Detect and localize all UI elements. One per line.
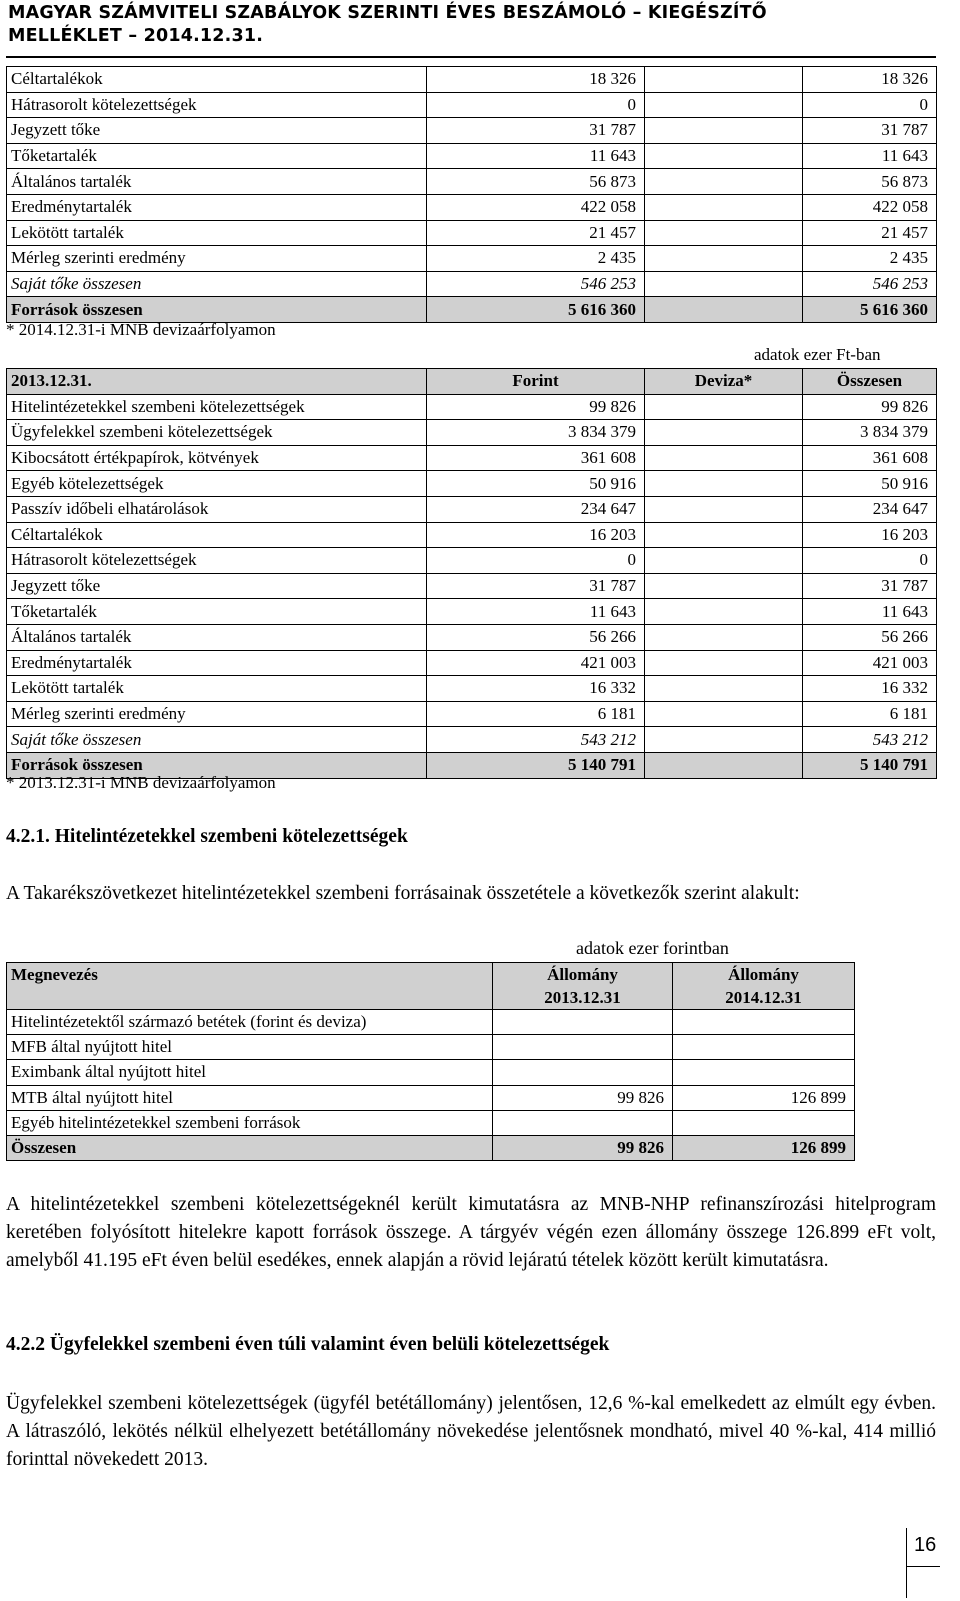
- row-label: Lekötött tartalék: [7, 220, 427, 246]
- row-label: Céltartalékok: [7, 522, 427, 548]
- footnote-2014: * 2014.12.31-i MNB devizaárfolyamon: [6, 320, 276, 339]
- cell-deviza: [645, 522, 803, 548]
- cell-deviza: [645, 118, 803, 144]
- cell-forint: 16 332: [427, 676, 645, 702]
- table-row: [7, 118, 937, 144]
- table-row: [7, 650, 937, 676]
- liabilities-table-2013: [6, 368, 937, 779]
- row-label: Mérleg szerinti eredmény: [7, 701, 427, 727]
- header-forint: Forint: [427, 369, 645, 395]
- table-row: [7, 220, 937, 246]
- row-label: Egyéb hitelintézetekkel szembeni források: [7, 1110, 493, 1135]
- table-header-row: [7, 963, 855, 1010]
- liabilities-table-2014: [6, 66, 937, 323]
- cell-osszesen: 50 916: [803, 471, 937, 497]
- table-total-row: [7, 1135, 855, 1160]
- row-label: Jegyzett tőke: [7, 118, 427, 144]
- cell-v2013: [493, 1110, 673, 1135]
- cell-deviza: [645, 169, 803, 195]
- cell-osszesen: 3 834 379: [803, 420, 937, 446]
- row-label: Hátrasorolt kötelezettségek: [7, 92, 427, 118]
- cell-deviza: [645, 143, 803, 169]
- cell-forint: 0: [427, 92, 645, 118]
- cell-forint: 31 787: [427, 118, 645, 144]
- cell-osszesen: 6 181: [803, 701, 937, 727]
- cell-v2013: [493, 1010, 673, 1035]
- cell-v2013: [493, 1060, 673, 1085]
- cell-forint: 2 435: [427, 246, 645, 272]
- table-row: [7, 420, 937, 446]
- footer-rule-bottom: [906, 1566, 940, 1567]
- cell-deviza: [645, 599, 803, 625]
- interbank-liabilities-table: [6, 962, 855, 1161]
- cell-osszesen: 21 457: [803, 220, 937, 246]
- cell-forint: 56 266: [427, 624, 645, 650]
- table-row: [7, 599, 937, 625]
- section-4-2-1-paragraph: A hitelintézetekkel szembeni kötelezettségeknél került kimutatásra az MNB-NHP refinanszírozási hitelprogram keretében folyósított hitelekre kapott források összege. A tárgyév végén ezen állomány összege 126.899 eFt volt, amelyből 41.195 eFt éven belül esedékes, ennek alapján a rövid lejáratú tételek között került kimutatásra.: [6, 1194, 936, 1271]
- cell-deviza: [645, 727, 803, 753]
- header-allomany-2013-label: Állomány: [547, 965, 618, 984]
- table-row: [7, 548, 937, 574]
- cell-deviza: [645, 650, 803, 676]
- row-label: Általános tartalék: [7, 624, 427, 650]
- cell-deviza: [645, 420, 803, 446]
- header-line-2: MELLÉKLET – 2014.12.31.: [8, 26, 264, 46]
- cell-forint: 361 608: [427, 445, 645, 471]
- cell-deviza: [645, 676, 803, 702]
- cell-osszesen: 18 326: [803, 67, 937, 93]
- cell-v2014: [673, 1010, 855, 1035]
- table-row: [7, 271, 937, 297]
- row-label: Mérleg szerinti eredmény: [7, 246, 427, 272]
- cell-osszesen: 2 435: [803, 246, 937, 272]
- cell-forint: 31 787: [427, 573, 645, 599]
- table-row: [7, 1060, 855, 1085]
- cell-v2014: [673, 1035, 855, 1060]
- table-row: [7, 496, 937, 522]
- table-row: [7, 522, 937, 548]
- cell-deviza: [645, 194, 803, 220]
- page-header: [8, 2, 938, 48]
- cell-deviza: [645, 394, 803, 420]
- cell-osszesen: 99 826: [803, 394, 937, 420]
- header-line-1: MAGYAR SZÁMVITELI SZABÁLYOK SZERINTI ÉVES BESZÁMOLÓ – KIEGÉSZÍTŐ: [8, 3, 767, 23]
- header-rule: [6, 56, 936, 58]
- footnote-2013: * 2013.12.31-i MNB devizaárfolyamon: [6, 773, 276, 792]
- row-label: MTB által nyújtott hitel: [7, 1085, 493, 1110]
- cell-osszesen: 422 058: [803, 194, 937, 220]
- row-label: Egyéb kötelezettségek: [7, 471, 427, 497]
- header-osszesen: Összesen: [803, 369, 937, 395]
- total-2013: 99 826: [493, 1135, 673, 1160]
- header-allomany-2014-label: Állomány: [728, 965, 799, 984]
- row-label: Források összesen: [7, 752, 427, 778]
- cell-forint: 3 834 379: [427, 420, 645, 446]
- table-row: [7, 471, 937, 497]
- cell-forint: 422 058: [427, 194, 645, 220]
- row-label: Passzív időbeli elhatárolások: [7, 496, 427, 522]
- cell-osszesen: 5 616 360: [803, 297, 937, 323]
- cell-forint: 50 916: [427, 471, 645, 497]
- row-label: Hitelintézetekkel szembeni kötelezettségek: [7, 394, 427, 420]
- table-row: [7, 676, 937, 702]
- cell-forint: 21 457: [427, 220, 645, 246]
- table-row: [7, 727, 937, 753]
- cell-osszesen: 11 643: [803, 599, 937, 625]
- table-row: [7, 394, 937, 420]
- section-4-2-1-title: 4.2.1. Hitelintézetekkel szembeni kötelezettségek: [6, 826, 408, 847]
- footer-rule: [906, 1528, 907, 1598]
- cell-deviza: [645, 471, 803, 497]
- table-row: [7, 246, 937, 272]
- row-label: Hátrasorolt kötelezettségek: [7, 548, 427, 574]
- cell-deviza: [645, 701, 803, 727]
- cell-v2013: [493, 1035, 673, 1060]
- cell-deviza: [645, 548, 803, 574]
- table-row: [7, 67, 937, 93]
- cell-osszesen: 31 787: [803, 573, 937, 599]
- cell-forint: 0: [427, 548, 645, 574]
- cell-forint: 546 253: [427, 271, 645, 297]
- table-row: [7, 573, 937, 599]
- cell-osszesen: 543 212: [803, 727, 937, 753]
- cell-deviza: [645, 67, 803, 93]
- row-label: Hitelintézetektől származó betétek (forint és deviza): [7, 1010, 493, 1035]
- header-megnevezes: Megnevezés: [7, 963, 493, 1010]
- table-row: [7, 445, 937, 471]
- cell-osszesen: 0: [803, 548, 937, 574]
- cell-forint: 543 212: [427, 727, 645, 753]
- cell-v2014: 126 899: [673, 1085, 855, 1110]
- total-2014: 126 899: [673, 1135, 855, 1160]
- row-label: Saját tőke összesen: [7, 271, 427, 297]
- row-label: Saját tőke összesen: [7, 727, 427, 753]
- cell-forint: 99 826: [427, 394, 645, 420]
- row-label: MFB által nyújtott hitel: [7, 1035, 493, 1060]
- cell-forint: 234 647: [427, 496, 645, 522]
- cell-forint: 5 616 360: [427, 297, 645, 323]
- page-number: 16: [914, 1534, 937, 1556]
- cell-osszesen: 16 332: [803, 676, 937, 702]
- cell-v2014: [673, 1110, 855, 1135]
- row-label: Céltartalékok: [7, 67, 427, 93]
- table-row: [7, 143, 937, 169]
- table-row: [7, 194, 937, 220]
- cell-forint: 18 326: [427, 67, 645, 93]
- cell-osszesen: 421 003: [803, 650, 937, 676]
- cell-osszesen: 56 266: [803, 624, 937, 650]
- cell-deviza: [645, 297, 803, 323]
- total-label: Összesen: [7, 1135, 493, 1160]
- unit-label-2013: adatok ezer Ft-ban: [754, 345, 881, 364]
- cell-deviza: [645, 271, 803, 297]
- row-label: Eximbank által nyújtott hitel: [7, 1060, 493, 1085]
- cell-deviza: [645, 624, 803, 650]
- row-label: Jegyzett tőke: [7, 573, 427, 599]
- cell-v2014: [673, 1060, 855, 1085]
- row-label: Eredménytartalék: [7, 194, 427, 220]
- header-allomany-2013: [493, 963, 673, 1010]
- cell-v2013: 99 826: [493, 1085, 673, 1110]
- row-label: Ügyfelekkel szembeni kötelezettségek: [7, 420, 427, 446]
- table-header-row: [7, 369, 937, 395]
- cell-forint: 421 003: [427, 650, 645, 676]
- cell-osszesen: 11 643: [803, 143, 937, 169]
- row-label: Források összesen: [7, 297, 427, 323]
- cell-osszesen: 16 203: [803, 522, 937, 548]
- cell-forint: 5 140 791: [427, 752, 645, 778]
- row-label: Kibocsátott értékpapírok, kötvények: [7, 445, 427, 471]
- cell-osszesen: 361 608: [803, 445, 937, 471]
- table-row: [7, 169, 937, 195]
- header-allomany-2014: [673, 963, 855, 1010]
- cell-deviza: [645, 445, 803, 471]
- table-row: [7, 1010, 855, 1035]
- cell-deviza: [645, 220, 803, 246]
- header-date: 2013.12.31.: [7, 369, 427, 395]
- cell-osszesen: 0: [803, 92, 937, 118]
- cell-forint: 11 643: [427, 143, 645, 169]
- header-allomany-2014-date: 2014.12.31: [725, 988, 802, 1007]
- section-4-2-2-paragraph: Ügyfelekkel szembeni kötelezettségek (ügyfél betétállomány) jelentősen, 12,6 %-kal emelkedett az elmúlt egy évben. A látraszóló, lekötés nélkül elhelyezett betétállomány növekedése jelentősnek mondható, mivel 40 %-kal, 414 millió forinttal növekedett 2013.: [6, 1393, 936, 1470]
- cell-deviza: [645, 573, 803, 599]
- cell-forint: 56 873: [427, 169, 645, 195]
- table-row: [7, 1085, 855, 1110]
- cell-deviza: [645, 496, 803, 522]
- section-4-2-2-title: 4.2.2 Ügyfelekkel szembeni éven túli valamint éven belüli kötelezettségek: [6, 1334, 610, 1355]
- cell-deviza: [645, 92, 803, 118]
- cell-osszesen: 5 140 791: [803, 752, 937, 778]
- cell-deviza: [645, 752, 803, 778]
- cell-osszesen: 56 873: [803, 169, 937, 195]
- unit-label-loans: adatok ezer forintban: [576, 938, 729, 958]
- row-label: Általános tartalék: [7, 169, 427, 195]
- cell-osszesen: 234 647: [803, 496, 937, 522]
- row-label: Lekötött tartalék: [7, 676, 427, 702]
- cell-osszesen: 546 253: [803, 271, 937, 297]
- table-row: [7, 297, 937, 323]
- cell-forint: 6 181: [427, 701, 645, 727]
- row-label: Tőketartalék: [7, 599, 427, 625]
- table-row: [7, 1035, 855, 1060]
- row-label: Eredménytartalék: [7, 650, 427, 676]
- section-4-2-1-intro: A Takarékszövetkezet hitelintézetekkel szembeni forrásainak összetétele a következők szerint alakult:: [6, 883, 800, 904]
- table-row: [7, 92, 937, 118]
- table-row: [7, 701, 937, 727]
- cell-forint: 16 203: [427, 522, 645, 548]
- header-allomany-2013-date: 2013.12.31: [544, 988, 621, 1007]
- table-row: [7, 624, 937, 650]
- cell-forint: 11 643: [427, 599, 645, 625]
- row-label: Tőketartalék: [7, 143, 427, 169]
- cell-deviza: [645, 246, 803, 272]
- header-deviza: Deviza*: [645, 369, 803, 395]
- table-row: [7, 1110, 855, 1135]
- cell-osszesen: 31 787: [803, 118, 937, 144]
